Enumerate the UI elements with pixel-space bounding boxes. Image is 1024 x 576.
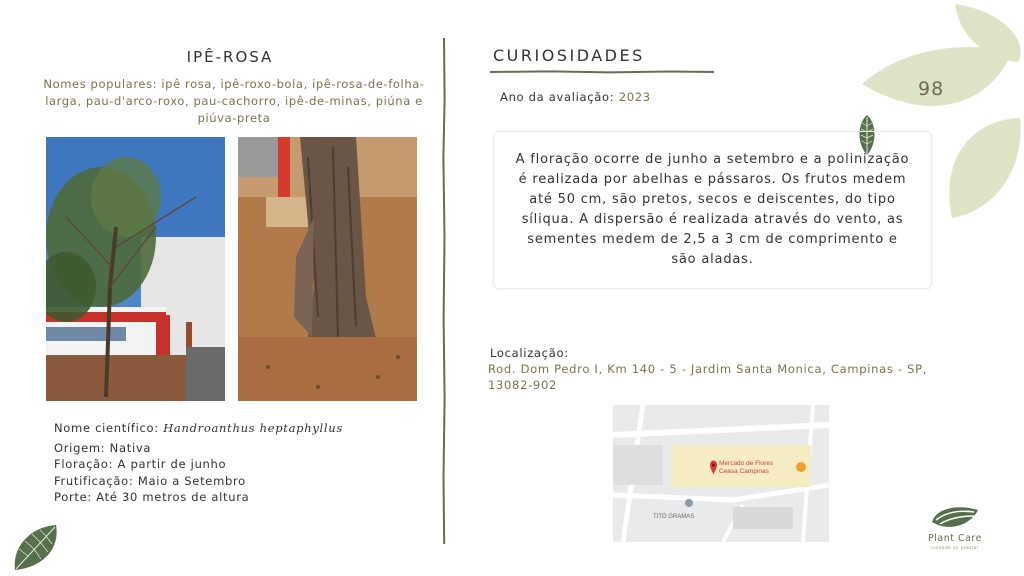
size: Porte: Até 30 metros de altura [54, 490, 250, 504]
location-map[interactable] [613, 405, 829, 542]
fruiting: Frutificação: Maio a Setembro [54, 473, 246, 488]
species-facts [54, 420, 343, 506]
column-divider [441, 38, 447, 544]
brand-name: Plant Care [928, 533, 982, 544]
map-place-label-1: Mercado de Flores [719, 460, 774, 467]
corner-leaf-icon [10, 522, 60, 572]
evaluation-year: Ano da avaliação: 2023 [500, 90, 651, 104]
map-place-label-2: Ceasa Campinas [719, 468, 769, 475]
map-street-label: TITO GRAMAS [653, 514, 695, 520]
leaf-bottom [949, 118, 1020, 218]
brand-logo-icon [930, 502, 980, 532]
popular-names: Nomes populares: ipê rosa, ipê-roxo-bola, ipê-rosa-de-folha-larga, pau-d'arco-roxo, pau-cachorro, ipê-de-minas, piúna e piúva-preta [43, 77, 425, 125]
curiosities-card [493, 131, 932, 289]
place-marker-icon [685, 499, 693, 507]
brand-tagline: cuidado ao plantar [931, 546, 979, 551]
scientific-name: Nome científico: Handroanthus heptaphyllus [54, 421, 344, 435]
flowering: Floração: A partir de junho [54, 457, 227, 471]
tree-photo [46, 137, 225, 401]
location-label: Localização: [490, 346, 569, 360]
food-marker-icon [796, 462, 806, 472]
curiosities-title: CURIOSIDADES [493, 46, 645, 65]
curiosities-text: A floração ocorre de junho a setembro e a polinização é realizada por abelhas e pássaros. Os frutos medem até 50 cm, são pretos, secos e deiscentes, do tipo síliqua. A dispersão é realizada através do vento, as sementes medem de 2,5 a 3 cm de comprimento e são aladas. [515, 152, 910, 267]
page-number: 98 [918, 78, 945, 100]
origin: Origem: Nativa [54, 440, 152, 455]
trunk-photo [238, 137, 417, 401]
page-title: IPÊ-ROSA [186, 48, 274, 66]
location-address: Rod. Dom Pedro I, Km 140 - 5 - Jardim Santa Monica, Campinas - SP, 13082-902 [488, 362, 928, 392]
title-underline [490, 69, 715, 75]
